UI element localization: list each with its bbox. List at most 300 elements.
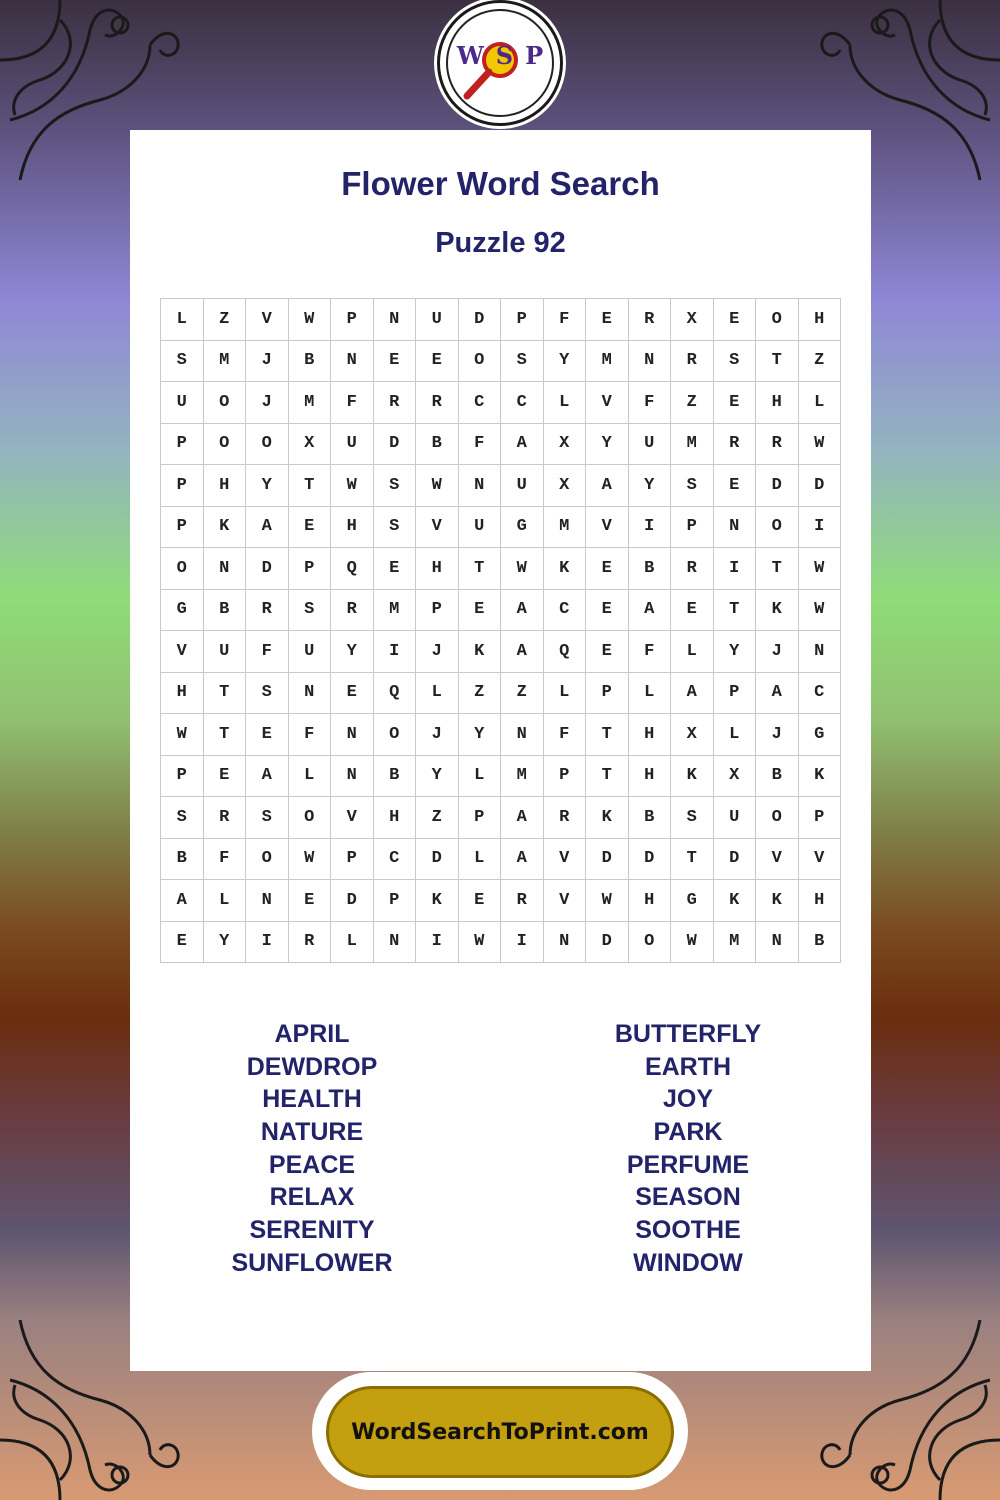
grid-cell[interactable]: N bbox=[246, 880, 289, 922]
grid-cell[interactable]: P bbox=[586, 672, 629, 714]
grid-cell[interactable]: U bbox=[458, 506, 501, 548]
grid-cell[interactable]: T bbox=[756, 340, 799, 382]
grid-cell[interactable]: X bbox=[671, 714, 714, 756]
grid-cell[interactable]: P bbox=[501, 299, 544, 341]
grid-cell[interactable]: Y bbox=[713, 631, 756, 673]
grid-cell[interactable]: K bbox=[203, 506, 246, 548]
grid-cell[interactable]: E bbox=[586, 589, 629, 631]
grid-cell[interactable]: Z bbox=[416, 797, 459, 839]
grid-cell[interactable]: F bbox=[288, 714, 331, 756]
grid-cell[interactable]: N bbox=[288, 672, 331, 714]
grid-cell[interactable]: C bbox=[543, 589, 586, 631]
grid-cell[interactable]: I bbox=[246, 921, 289, 963]
grid-cell[interactable]: D bbox=[798, 465, 841, 507]
grid-cell[interactable]: T bbox=[288, 465, 331, 507]
grid-cell[interactable]: R bbox=[501, 880, 544, 922]
grid-cell[interactable]: Z bbox=[458, 672, 501, 714]
grid-cell[interactable]: N bbox=[373, 921, 416, 963]
grid-cell[interactable]: N bbox=[628, 340, 671, 382]
grid-cell[interactable]: N bbox=[331, 755, 374, 797]
grid-cell[interactable]: M bbox=[203, 340, 246, 382]
grid-cell[interactable]: D bbox=[331, 880, 374, 922]
grid-cell[interactable]: D bbox=[586, 921, 629, 963]
grid-cell[interactable]: R bbox=[331, 589, 374, 631]
grid-cell[interactable]: L bbox=[458, 755, 501, 797]
grid-cell[interactable]: R bbox=[543, 797, 586, 839]
grid-cell[interactable]: W bbox=[586, 880, 629, 922]
grid-cell[interactable]: A bbox=[501, 838, 544, 880]
grid-cell[interactable]: S bbox=[713, 340, 756, 382]
grid-cell[interactable]: P bbox=[161, 755, 204, 797]
word-item: PERFUME bbox=[626, 1150, 750, 1179]
grid-cell[interactable]: O bbox=[246, 838, 289, 880]
grid-cell[interactable]: B bbox=[373, 755, 416, 797]
grid-cell[interactable]: T bbox=[203, 672, 246, 714]
grid-cell[interactable]: J bbox=[246, 382, 289, 424]
word-item: HEALTH bbox=[262, 1085, 362, 1114]
grid-cell[interactable]: R bbox=[671, 548, 714, 590]
grid-cell[interactable]: P bbox=[373, 880, 416, 922]
grid-cell[interactable]: X bbox=[713, 755, 756, 797]
logo-letter-w: W bbox=[456, 41, 484, 70]
grid-cell[interactable]: R bbox=[246, 589, 289, 631]
grid-cell[interactable]: O bbox=[246, 423, 289, 465]
grid-cell[interactable]: B bbox=[756, 755, 799, 797]
grid-cell[interactable]: A bbox=[501, 797, 544, 839]
grid-cell[interactable]: W bbox=[161, 714, 204, 756]
grid-cell[interactable]: O bbox=[756, 299, 799, 341]
grid-row bbox=[161, 589, 841, 631]
grid-cell[interactable]: K bbox=[713, 880, 756, 922]
wsp-logo[interactable] bbox=[437, 0, 563, 126]
grid-cell[interactable]: S bbox=[288, 589, 331, 631]
grid-cell[interactable]: B bbox=[628, 548, 671, 590]
grid-cell[interactable]: G bbox=[671, 880, 714, 922]
grid-cell[interactable]: U bbox=[501, 465, 544, 507]
grid-cell[interactable]: W bbox=[331, 465, 374, 507]
grid-row bbox=[161, 838, 841, 880]
site-link-label: WordSearchToPrint.com bbox=[351, 1419, 649, 1445]
grid-cell[interactable]: D bbox=[458, 299, 501, 341]
grid-row bbox=[161, 714, 841, 756]
grid-cell[interactable]: A bbox=[501, 589, 544, 631]
grid-cell[interactable]: J bbox=[416, 714, 459, 756]
grid-cell[interactable]: E bbox=[288, 506, 331, 548]
grid-cell[interactable]: V bbox=[798, 838, 841, 880]
site-link-button[interactable] bbox=[326, 1386, 674, 1478]
grid-cell[interactable]: M bbox=[713, 921, 756, 963]
grid-cell[interactable]: W bbox=[671, 921, 714, 963]
grid-cell[interactable]: D bbox=[628, 838, 671, 880]
grid-cell[interactable]: H bbox=[416, 548, 459, 590]
grid-cell[interactable]: G bbox=[161, 589, 204, 631]
grid-cell[interactable]: W bbox=[501, 548, 544, 590]
grid-cell[interactable]: D bbox=[586, 838, 629, 880]
grid-cell[interactable]: V bbox=[246, 299, 289, 341]
grid-cell[interactable]: Q bbox=[331, 548, 374, 590]
grid-cell[interactable]: N bbox=[331, 714, 374, 756]
grid-row bbox=[161, 631, 841, 673]
grid-cell[interactable]: V bbox=[331, 797, 374, 839]
grid-cell[interactable]: E bbox=[713, 382, 756, 424]
grid-cell[interactable]: M bbox=[373, 589, 416, 631]
logo-letters bbox=[440, 41, 560, 70]
grid-cell[interactable]: J bbox=[756, 714, 799, 756]
grid-cell[interactable]: D bbox=[756, 465, 799, 507]
grid-row bbox=[161, 340, 841, 382]
grid-cell[interactable]: M bbox=[501, 755, 544, 797]
grid-cell[interactable]: X bbox=[288, 423, 331, 465]
grid-row bbox=[161, 921, 841, 963]
grid-cell[interactable]: V bbox=[543, 880, 586, 922]
grid-cell[interactable]: W bbox=[416, 465, 459, 507]
grid-cell[interactable]: K bbox=[756, 589, 799, 631]
grid-cell[interactable]: P bbox=[331, 838, 374, 880]
word-item: JOY bbox=[662, 1085, 714, 1114]
grid-row bbox=[161, 548, 841, 590]
grid-row bbox=[161, 423, 841, 465]
grid-cell[interactable]: R bbox=[416, 382, 459, 424]
grid-cell[interactable]: W bbox=[798, 423, 841, 465]
grid-cell[interactable]: A bbox=[246, 755, 289, 797]
grid-cell[interactable]: V bbox=[416, 506, 459, 548]
word-item: RELAX bbox=[269, 1183, 355, 1212]
grid-cell[interactable]: H bbox=[798, 880, 841, 922]
grid-cell[interactable]: C bbox=[798, 672, 841, 714]
grid-cell[interactable]: E bbox=[458, 880, 501, 922]
grid-cell[interactable]: Z bbox=[798, 340, 841, 382]
grid-cell[interactable]: G bbox=[501, 506, 544, 548]
grid-cell[interactable]: E bbox=[586, 548, 629, 590]
grid-cell[interactable]: N bbox=[373, 299, 416, 341]
grid-cell[interactable]: O bbox=[458, 340, 501, 382]
grid-cell[interactable]: L bbox=[416, 672, 459, 714]
grid-cell[interactable]: K bbox=[756, 880, 799, 922]
grid-cell[interactable]: L bbox=[203, 880, 246, 922]
grid-row bbox=[161, 672, 841, 714]
grid-cell[interactable]: P bbox=[331, 299, 374, 341]
grid-cell[interactable]: A bbox=[756, 672, 799, 714]
grid-cell[interactable]: E bbox=[288, 880, 331, 922]
grid-cell[interactable]: A bbox=[671, 672, 714, 714]
grid-cell[interactable]: B bbox=[798, 921, 841, 963]
grid-cell[interactable]: H bbox=[203, 465, 246, 507]
grid-cell[interactable]: J bbox=[416, 631, 459, 673]
grid-cell[interactable]: R bbox=[288, 921, 331, 963]
grid-cell[interactable]: L bbox=[543, 672, 586, 714]
grid-cell[interactable]: U bbox=[203, 631, 246, 673]
grid-cell[interactable]: V bbox=[543, 838, 586, 880]
grid-cell[interactable]: P bbox=[161, 465, 204, 507]
grid-cell[interactable]: P bbox=[288, 548, 331, 590]
grid-cell[interactable]: E bbox=[671, 589, 714, 631]
grid-cell[interactable]: F bbox=[543, 714, 586, 756]
grid-cell[interactable]: H bbox=[628, 714, 671, 756]
grid-cell[interactable]: I bbox=[798, 506, 841, 548]
grid-cell[interactable]: T bbox=[586, 755, 629, 797]
grid-cell[interactable]: F bbox=[458, 423, 501, 465]
word-item: EARTH bbox=[644, 1052, 732, 1081]
grid-cell[interactable]: V bbox=[756, 838, 799, 880]
grid-cell[interactable]: Z bbox=[501, 672, 544, 714]
grid-cell[interactable]: S bbox=[671, 465, 714, 507]
grid-cell[interactable]: F bbox=[628, 382, 671, 424]
grid-cell[interactable]: Z bbox=[671, 382, 714, 424]
grid-cell[interactable]: R bbox=[628, 299, 671, 341]
grid-cell[interactable]: X bbox=[671, 299, 714, 341]
grid-cell[interactable]: U bbox=[331, 423, 374, 465]
word-item: PARK bbox=[653, 1118, 723, 1147]
grid-cell[interactable]: N bbox=[331, 340, 374, 382]
grid-cell[interactable]: O bbox=[203, 423, 246, 465]
grid-cell[interactable]: D bbox=[713, 838, 756, 880]
grid-cell[interactable]: X bbox=[543, 423, 586, 465]
grid-cell[interactable]: E bbox=[203, 755, 246, 797]
grid-cell[interactable]: S bbox=[246, 797, 289, 839]
word-item: DEWDROP bbox=[246, 1052, 378, 1081]
grid-cell[interactable]: M bbox=[543, 506, 586, 548]
grid-cell[interactable]: F bbox=[628, 631, 671, 673]
grid-cell[interactable]: W bbox=[288, 299, 331, 341]
grid-cell[interactable]: O bbox=[628, 921, 671, 963]
grid-cell[interactable]: T bbox=[756, 548, 799, 590]
grid-cell[interactable]: E bbox=[331, 672, 374, 714]
grid-cell[interactable]: T bbox=[713, 589, 756, 631]
grid-cell[interactable]: W bbox=[458, 921, 501, 963]
grid-cell[interactable]: E bbox=[246, 714, 289, 756]
word-item: SUNFLOWER bbox=[231, 1248, 393, 1277]
grid-cell[interactable]: H bbox=[373, 797, 416, 839]
puzzle-number: Puzzle 92 bbox=[435, 227, 566, 259]
grid-cell[interactable]: N bbox=[756, 921, 799, 963]
grid-cell[interactable]: U bbox=[161, 382, 204, 424]
grid-cell[interactable]: E bbox=[713, 299, 756, 341]
grid-cell[interactable]: L bbox=[713, 714, 756, 756]
grid-cell[interactable]: O bbox=[288, 797, 331, 839]
grid-cell[interactable]: L bbox=[671, 631, 714, 673]
grid-cell[interactable]: E bbox=[458, 589, 501, 631]
grid-cell[interactable]: Z bbox=[203, 299, 246, 341]
word-item: APRIL bbox=[274, 1020, 350, 1048]
grid-cell[interactable]: L bbox=[161, 299, 204, 341]
grid-cell[interactable]: V bbox=[586, 506, 629, 548]
grid-row bbox=[161, 299, 841, 341]
grid-cell[interactable]: D bbox=[416, 838, 459, 880]
logo-letter-p: P bbox=[525, 41, 544, 70]
grid-cell[interactable]: S bbox=[373, 506, 416, 548]
grid-cell[interactable]: T bbox=[586, 714, 629, 756]
grid-cell[interactable]: I bbox=[628, 506, 671, 548]
grid-cell[interactable]: I bbox=[373, 631, 416, 673]
grid-cell[interactable]: R bbox=[671, 340, 714, 382]
grid-cell[interactable]: U bbox=[288, 631, 331, 673]
grid-cell[interactable]: R bbox=[203, 797, 246, 839]
grid-cell[interactable]: B bbox=[203, 589, 246, 631]
logo-letter-s: S bbox=[495, 41, 514, 70]
grid-cell[interactable]: K bbox=[671, 755, 714, 797]
grid-cell[interactable]: Y bbox=[246, 465, 289, 507]
grid-cell[interactable]: E bbox=[586, 631, 629, 673]
grid-row bbox=[161, 465, 841, 507]
grid-cell[interactable]: A bbox=[161, 880, 204, 922]
grid-cell[interactable]: I bbox=[416, 921, 459, 963]
word-list-left bbox=[162, 1018, 462, 1280]
grid-cell[interactable]: A bbox=[501, 423, 544, 465]
grid-cell[interactable]: N bbox=[713, 506, 756, 548]
grid-cell[interactable]: J bbox=[756, 631, 799, 673]
grid-cell[interactable]: Y bbox=[543, 340, 586, 382]
word-item: SERENITY bbox=[249, 1216, 375, 1245]
grid-row bbox=[161, 880, 841, 922]
grid-cell[interactable]: L bbox=[288, 755, 331, 797]
grid-cell[interactable]: U bbox=[416, 299, 459, 341]
grid-cell[interactable]: S bbox=[501, 340, 544, 382]
grid-cell[interactable]: N bbox=[798, 631, 841, 673]
grid-cell[interactable]: O bbox=[161, 548, 204, 590]
grid-cell[interactable]: M bbox=[586, 340, 629, 382]
grid-cell[interactable]: P bbox=[161, 506, 204, 548]
grid-cell[interactable]: C bbox=[458, 382, 501, 424]
grid-cell[interactable]: O bbox=[756, 506, 799, 548]
grid-cell[interactable]: H bbox=[628, 880, 671, 922]
word-item: SEASON bbox=[635, 1183, 741, 1212]
word-item: SOOTHE bbox=[635, 1216, 741, 1245]
grid-cell[interactable]: K bbox=[798, 755, 841, 797]
grid-cell[interactable]: H bbox=[628, 755, 671, 797]
grid-cell[interactable]: Y bbox=[331, 631, 374, 673]
grid-cell[interactable]: B bbox=[416, 423, 459, 465]
grid-cell[interactable]: O bbox=[756, 797, 799, 839]
grid-cell[interactable]: E bbox=[161, 921, 204, 963]
grid-cell[interactable]: C bbox=[373, 838, 416, 880]
grid-cell[interactable]: K bbox=[458, 631, 501, 673]
grid-cell[interactable]: V bbox=[586, 382, 629, 424]
grid-cell[interactable]: H bbox=[756, 382, 799, 424]
grid-cell[interactable]: P bbox=[416, 589, 459, 631]
grid-cell[interactable]: N bbox=[501, 714, 544, 756]
grid-cell[interactable]: W bbox=[288, 838, 331, 880]
word-item: NATURE bbox=[260, 1118, 364, 1147]
grid-cell[interactable]: A bbox=[501, 631, 544, 673]
grid-row bbox=[161, 755, 841, 797]
grid-cell[interactable]: O bbox=[203, 382, 246, 424]
grid-cell[interactable]: Y bbox=[628, 465, 671, 507]
grid-cell[interactable]: J bbox=[246, 340, 289, 382]
grid-cell[interactable]: I bbox=[713, 548, 756, 590]
grid-row bbox=[161, 797, 841, 839]
grid-cell[interactable]: P bbox=[161, 423, 204, 465]
word-item: WINDOW bbox=[633, 1248, 743, 1277]
grid-cell[interactable]: M bbox=[671, 423, 714, 465]
word-list-right bbox=[538, 1018, 838, 1280]
grid-cell[interactable]: F bbox=[543, 299, 586, 341]
grid-cell[interactable]: F bbox=[331, 382, 374, 424]
grid-cell[interactable]: V bbox=[161, 631, 204, 673]
grid-cell[interactable]: T bbox=[203, 714, 246, 756]
grid-cell[interactable]: U bbox=[713, 797, 756, 839]
grid-cell[interactable]: Y bbox=[586, 423, 629, 465]
grid-cell[interactable]: G bbox=[798, 714, 841, 756]
grid-cell[interactable]: A bbox=[246, 506, 289, 548]
grid-cell[interactable]: I bbox=[501, 921, 544, 963]
grid-cell[interactable]: L bbox=[458, 838, 501, 880]
word-item: BUTTERFLY bbox=[614, 1020, 762, 1048]
grid-cell[interactable]: X bbox=[543, 465, 586, 507]
grid-cell[interactable]: S bbox=[671, 797, 714, 839]
grid-cell[interactable]: K bbox=[416, 880, 459, 922]
grid-cell[interactable]: K bbox=[586, 797, 629, 839]
grid-cell[interactable]: P bbox=[713, 672, 756, 714]
grid-cell[interactable]: S bbox=[161, 797, 204, 839]
grid-cell[interactable]: R bbox=[756, 423, 799, 465]
grid-cell[interactable]: O bbox=[373, 714, 416, 756]
grid-cell[interactable]: P bbox=[798, 797, 841, 839]
grid-cell[interactable]: C bbox=[501, 382, 544, 424]
grid-cell[interactable]: E bbox=[416, 340, 459, 382]
grid-cell[interactable]: H bbox=[331, 506, 374, 548]
grid-cell[interactable]: S bbox=[246, 672, 289, 714]
grid-cell[interactable]: L bbox=[331, 921, 374, 963]
grid-cell[interactable]: B bbox=[288, 340, 331, 382]
grid-cell[interactable]: F bbox=[246, 631, 289, 673]
grid-cell[interactable]: E bbox=[373, 548, 416, 590]
grid-cell[interactable]: K bbox=[543, 548, 586, 590]
grid-cell[interactable]: Y bbox=[416, 755, 459, 797]
letter-grid bbox=[160, 298, 841, 963]
grid-cell[interactable]: A bbox=[628, 589, 671, 631]
grid-cell[interactable]: T bbox=[671, 838, 714, 880]
grid-cell[interactable]: H bbox=[161, 672, 204, 714]
grid-cell[interactable]: N bbox=[203, 548, 246, 590]
grid-cell[interactable]: B bbox=[628, 797, 671, 839]
grid-cell[interactable]: U bbox=[628, 423, 671, 465]
grid-cell[interactable]: N bbox=[543, 921, 586, 963]
grid-cell[interactable]: H bbox=[798, 299, 841, 341]
grid-cell[interactable]: D bbox=[246, 548, 289, 590]
grid-cell[interactable]: Q bbox=[543, 631, 586, 673]
grid-cell[interactable]: L bbox=[798, 382, 841, 424]
grid-cell[interactable]: E bbox=[586, 299, 629, 341]
grid-cell[interactable]: S bbox=[161, 340, 204, 382]
grid-cell[interactable]: E bbox=[713, 465, 756, 507]
grid-cell[interactable]: W bbox=[798, 589, 841, 631]
grid-cell[interactable]: L bbox=[628, 672, 671, 714]
grid-cell[interactable]: Q bbox=[373, 672, 416, 714]
grid-cell[interactable]: W bbox=[798, 548, 841, 590]
grid-cell[interactable]: L bbox=[543, 382, 586, 424]
grid-cell[interactable]: E bbox=[373, 340, 416, 382]
grid-row bbox=[161, 506, 841, 548]
grid-cell[interactable]: T bbox=[458, 548, 501, 590]
grid-cell[interactable]: Y bbox=[203, 921, 246, 963]
grid-cell[interactable]: M bbox=[288, 382, 331, 424]
grid-cell[interactable]: P bbox=[543, 755, 586, 797]
grid-cell[interactable]: N bbox=[458, 465, 501, 507]
grid-cell[interactable]: P bbox=[458, 797, 501, 839]
word-item: PEACE bbox=[268, 1150, 356, 1179]
grid-cell[interactable]: F bbox=[203, 838, 246, 880]
page-title: Flower Word Search bbox=[341, 165, 660, 202]
grid-cell[interactable]: Y bbox=[458, 714, 501, 756]
grid-cell[interactable]: A bbox=[586, 465, 629, 507]
grid-cell[interactable]: R bbox=[373, 382, 416, 424]
grid-cell[interactable]: B bbox=[161, 838, 204, 880]
grid-cell[interactable]: S bbox=[373, 465, 416, 507]
grid-cell[interactable]: P bbox=[671, 506, 714, 548]
grid-row bbox=[161, 382, 841, 424]
grid-cell[interactable]: R bbox=[713, 423, 756, 465]
grid-cell[interactable]: D bbox=[373, 423, 416, 465]
